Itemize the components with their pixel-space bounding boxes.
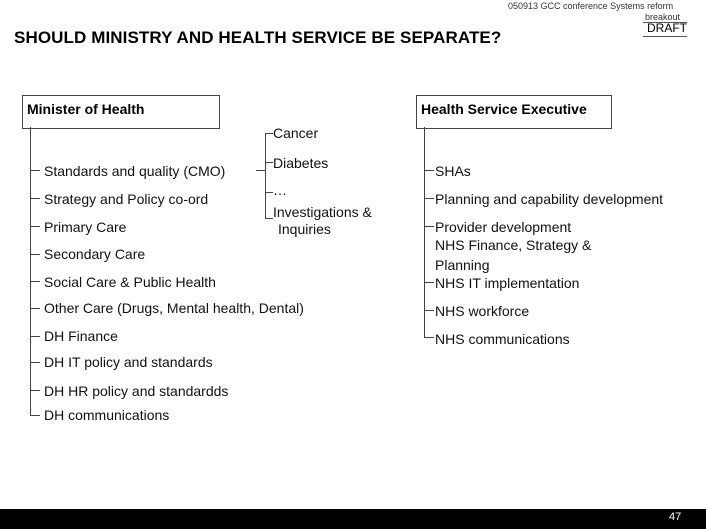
tick	[30, 281, 40, 282]
tick	[30, 390, 40, 391]
middle-connector	[265, 133, 266, 218]
footer-bar	[0, 509, 706, 529]
middle-item-ellipsis: …	[273, 182, 287, 198]
draft-underline	[643, 36, 687, 37]
tick	[424, 282, 434, 283]
right-item-finance: NHS Finance, Strategy &	[435, 237, 592, 253]
tick	[265, 192, 273, 193]
right-item-communications: NHS communications	[435, 331, 570, 347]
tick	[424, 198, 434, 199]
breakout-label: breakout	[645, 12, 681, 22]
tick	[265, 218, 273, 219]
tick	[424, 170, 434, 171]
left-item: DH communications	[44, 407, 170, 423]
tick	[424, 337, 434, 338]
tick	[30, 170, 40, 171]
left-item: Primary Care	[44, 219, 127, 235]
minister-box	[22, 95, 220, 129]
right-item-planning-2: Planning	[435, 257, 490, 273]
tick	[265, 162, 273, 163]
left-item: Secondary Care	[44, 246, 146, 262]
left-item: Social Care & Public Health	[44, 274, 216, 290]
right-item-workforce: NHS workforce	[435, 303, 530, 319]
tick	[424, 310, 434, 311]
left-item: Other Care (Drugs, Mental health, Dental)	[44, 300, 304, 316]
executive-box	[416, 95, 612, 129]
minister-label: Minister of Health	[27, 101, 145, 117]
left-item: DH HR policy and standardds	[44, 383, 229, 399]
conference-label: 050913 GCC conference Systems reform	[508, 1, 674, 11]
left-item: Standards and quality (CMO)	[44, 163, 226, 179]
middle-item-cancer: Cancer	[273, 125, 319, 141]
tick	[30, 362, 40, 363]
tick	[30, 336, 40, 337]
left-item: DH IT policy and standards	[44, 354, 213, 370]
tick	[30, 198, 40, 199]
middle-item-inquiries: Inquiries	[278, 221, 331, 237]
right-item-shas: SHAs	[435, 163, 471, 179]
executive-connector	[424, 127, 425, 338]
tick	[265, 133, 273, 134]
tick	[30, 415, 40, 416]
tick	[30, 308, 40, 309]
right-item-planning: Planning and capability development	[435, 191, 664, 207]
draft-label: DRAFT	[647, 21, 687, 35]
right-item-provider: Provider development	[435, 219, 572, 235]
executive-label: Health Service Executive	[421, 101, 587, 117]
left-item: DH Finance	[44, 328, 118, 344]
tick	[30, 254, 40, 255]
left-item: Strategy and Policy co-ord	[44, 191, 209, 207]
right-item-it: NHS IT implementation	[435, 275, 580, 291]
middle-item-diabetes: Diabetes	[273, 155, 329, 171]
tick	[424, 226, 434, 227]
page-number: 47	[669, 511, 682, 523]
tick	[30, 226, 40, 227]
page-title: SHOULD MINISTRY AND HEALTH SERVICE BE SEPARATE?	[14, 28, 502, 47]
middle-item-investigations: Investigations &	[273, 204, 372, 220]
tick	[256, 170, 265, 171]
